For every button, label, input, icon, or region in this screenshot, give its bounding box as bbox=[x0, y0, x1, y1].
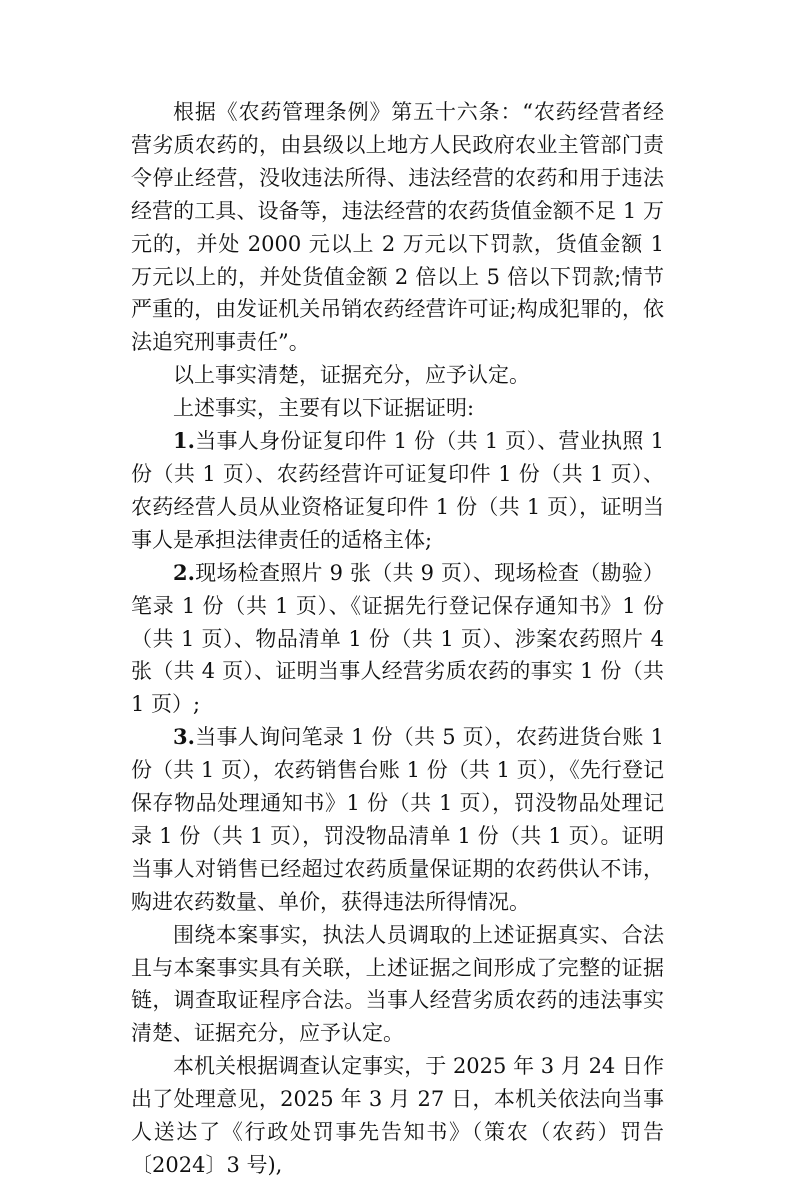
paragraph-evidence-2 bbox=[131, 557, 664, 722]
paragraph-evidence-intro bbox=[131, 392, 664, 425]
paragraph-text: 根据《农药管理条例》第五十六条：“农药经营者经营劣质农药的，由县级以上地方人民政府农业主管部门责令停止经营，没收违法所得、违法经营的农药和用于违法经营的工具、设备等，违法经营的农药货值金额不足 1 万元的，并处 2000 元以上 2 万元以下罚款，货值金额 1 万元以上的，并处货值金额 2 倍以上 5 倍以下罚款;情节严重的，由发证机关吊销农药经营许可证;构成犯罪的，依法追究刑事责任”。 bbox=[131, 100, 664, 355]
paragraph-text: 本机关根据调查认定事实，于 2025 年 3 月 24 日作出了处理意见，2025 年 3 月 27 日，本机关依法向当事人送达了《行政处罚事先告知书》（策农（农药）罚告〔2024〕3 号), bbox=[131, 1054, 664, 1177]
paragraph-text: 以上事实清楚，证据充分，应予认定。 bbox=[173, 363, 530, 388]
list-number: 1. bbox=[173, 428, 195, 454]
paragraph-evidence-3 bbox=[131, 721, 664, 918]
paragraph-evidence-1 bbox=[131, 425, 664, 557]
paragraph-facts-confirmed bbox=[131, 359, 664, 392]
paragraph-evidence-summary bbox=[131, 919, 664, 1051]
list-number: 3. bbox=[173, 724, 195, 750]
paragraph-processing bbox=[131, 1050, 664, 1182]
document-page bbox=[131, 96, 664, 1182]
paragraph-text: 上述事实，主要有以下证据证明: bbox=[173, 396, 475, 421]
paragraph-text: 当事人身份证复印件 1 份（共 1 页）、营业执照 1 份（共 1 页）、农药经营许可证复印件 1 份（共 1 页）、农药经营人员从业资格证复印件 1 份（共 1 页），证明当事人是承担法律责任的适格主体; bbox=[131, 429, 664, 552]
paragraph-text: 围绕本案事实，执法人员调取的上述证据真实、合法且与本案事实具有关联，上述证据之间形成了完整的证据链，调查取证程序合法。当事人经营劣质农药的违法事实清楚、证据充分，应予认定。 bbox=[131, 922, 664, 1046]
paragraph-legal-basis bbox=[131, 96, 664, 359]
paragraph-text: 当事人询问笔录 1 份（共 5 页），农药进货台账 1 份（共 1 页），农药销售台账 1 份（共 1 页），《先行登记保存物品处理通知书》1 份（共 1 页），罚没物品处理记录 1 份（共 1 页），罚没物品清单 1 份（共 1 页）。证明当事人对销售已经超过农药质量保证期的农药供认不讳，购进农药数量、单价，获得违法所得情况。 bbox=[131, 725, 665, 914]
list-number: 2. bbox=[173, 559, 195, 585]
paragraph-text: 现场检查照片 9 张（共 9 页）、现场检查（勘验）笔录 1 份（共 1 页）、《证据先行登记保存通知书》1 份（共 1 页）、物品清单 1 份（共 1 页）、涉案农药照片 4 张（共 4 页）、证明当事人经营劣质农药的事实 1 份（共 1 页）; bbox=[131, 560, 664, 717]
